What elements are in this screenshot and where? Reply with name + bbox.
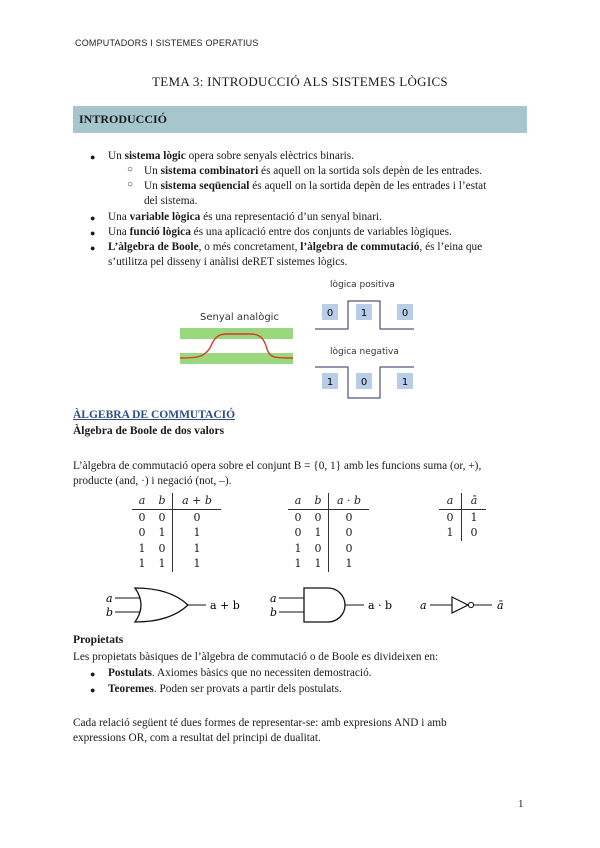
table-header: a bbox=[288, 493, 308, 509]
gate-input-label: a bbox=[420, 599, 427, 612]
gate-output-label: a · b bbox=[368, 599, 393, 612]
bit-value: 0 bbox=[360, 377, 368, 388]
list-item: Un sistema lògic opera sobre senyals elèctrics binaris. bbox=[108, 150, 354, 162]
table-header: a bbox=[439, 493, 462, 509]
propietats-heading: Propietats bbox=[73, 634, 124, 646]
list-item: Un sistema combinatori és aquell on la sortida sols depèn de les entrades. bbox=[144, 165, 482, 177]
list-item: Una funció lògica és una aplicació entre dos conjunts de variables lògiques. bbox=[108, 226, 452, 238]
propietats-intro: Les propietats bàsiques de l’àlgebra de commutació o de Boole es divideixen en: bbox=[73, 651, 439, 663]
gate-input-label: b bbox=[270, 606, 278, 619]
or-truth-table: a b a + b 0 0 0 0 1 1 1 0 1 1 1 1 bbox=[132, 493, 221, 572]
document-header: COMPUTADORS I SISTEMES OPERATIUS bbox=[75, 38, 259, 48]
section-heading-link[interactable]: ÀLGEBRA DE COMMUTACIÓ bbox=[73, 409, 236, 421]
list-item: L’àlgebra de Boole, o més concretament, l’àlgebra de commutació, és l’eina que bbox=[108, 241, 483, 253]
logic-gates bbox=[100, 582, 520, 630]
gate-input-label: a bbox=[270, 592, 277, 605]
page-number: 1 bbox=[518, 798, 524, 810]
and-truth-table: a b a · b 0 0 0 0 1 0 1 0 0 1 1 1 bbox=[288, 493, 369, 572]
gate-input-label: a bbox=[106, 592, 113, 605]
gate-input-label: b bbox=[106, 606, 114, 619]
page-title: TEMA 3: INTRODUCCIÓ ALS SISTEMES LÒGICS bbox=[152, 74, 448, 89]
subsection-title: Àlgebra de Boole de dos valors bbox=[73, 425, 225, 437]
not-gate-symbol bbox=[420, 597, 504, 613]
signal-diagram bbox=[178, 276, 418, 402]
or-gate-symbol bbox=[106, 588, 240, 622]
gate-output-label: a + b bbox=[210, 599, 240, 612]
sub-bullet-circle: ○ bbox=[127, 179, 134, 190]
section-title: INTRODUCCIÓ bbox=[79, 112, 168, 126]
bit-value: 1 bbox=[360, 308, 368, 319]
table-header: a · b bbox=[329, 493, 370, 509]
negative-logic-label: lògica negativa bbox=[330, 347, 399, 357]
bit-value: 0 bbox=[401, 308, 409, 319]
analog-label: Senyal analògic bbox=[200, 312, 279, 323]
closing-line: Cada relació següent té dues formes de representar-se: amb expresions AND i amb bbox=[73, 717, 447, 729]
bullet-dot: ● bbox=[90, 152, 96, 162]
bit-value: 1 bbox=[401, 377, 409, 388]
table-header: ā bbox=[462, 493, 487, 509]
low-band bbox=[180, 353, 293, 364]
table-header: b bbox=[152, 493, 173, 509]
list-item: Una variable lògica és una representació d’un senyal binari. bbox=[108, 211, 382, 223]
table-header: a bbox=[132, 493, 152, 509]
section-banner bbox=[73, 106, 527, 133]
list-item-continuation: del sistema. bbox=[144, 195, 198, 207]
bullet-dot: ● bbox=[90, 669, 96, 679]
intro-line: L’àlgebra de commutació opera sobre el conjunt B = {0, 1} amb les funcions suma (or, +), bbox=[73, 460, 482, 472]
not-truth-table: a ā 0 1 1 0 bbox=[439, 493, 486, 541]
closing-line: expressions OR, com a resultat del principi de dualitat. bbox=[73, 732, 321, 744]
signal-figure bbox=[178, 276, 418, 402]
table-header: b bbox=[308, 493, 329, 509]
and-gate-symbol bbox=[270, 588, 392, 622]
bullet-dot: ● bbox=[90, 243, 96, 253]
bullet-dot: ● bbox=[90, 685, 96, 695]
sub-bullet-circle: ○ bbox=[127, 164, 134, 175]
bullet-dot: ● bbox=[90, 228, 96, 238]
bullet-dot: ● bbox=[90, 213, 96, 223]
list-item-continuation: s’utilitza pel disseny i anàlisi deRET sistemes lògics. bbox=[108, 256, 348, 268]
bit-value: 0 bbox=[326, 308, 334, 319]
bit-value: 1 bbox=[326, 377, 334, 388]
intro-line: producte (and, ·) i negació (not, –). bbox=[73, 475, 232, 487]
list-item: Un sistema seqüencial és aquell on la sortida depèn de les entrades i l’estat bbox=[144, 180, 487, 192]
gate-output-label: ā bbox=[497, 599, 504, 612]
list-item: Teoremes. Poden ser provats a partir dels postulats. bbox=[108, 683, 342, 695]
list-item: Postulats. Axiomes bàsics que no necessiten demostració. bbox=[108, 667, 372, 679]
table-header: a + b bbox=[173, 493, 222, 509]
positive-logic-label: lògica positiva bbox=[330, 280, 395, 290]
